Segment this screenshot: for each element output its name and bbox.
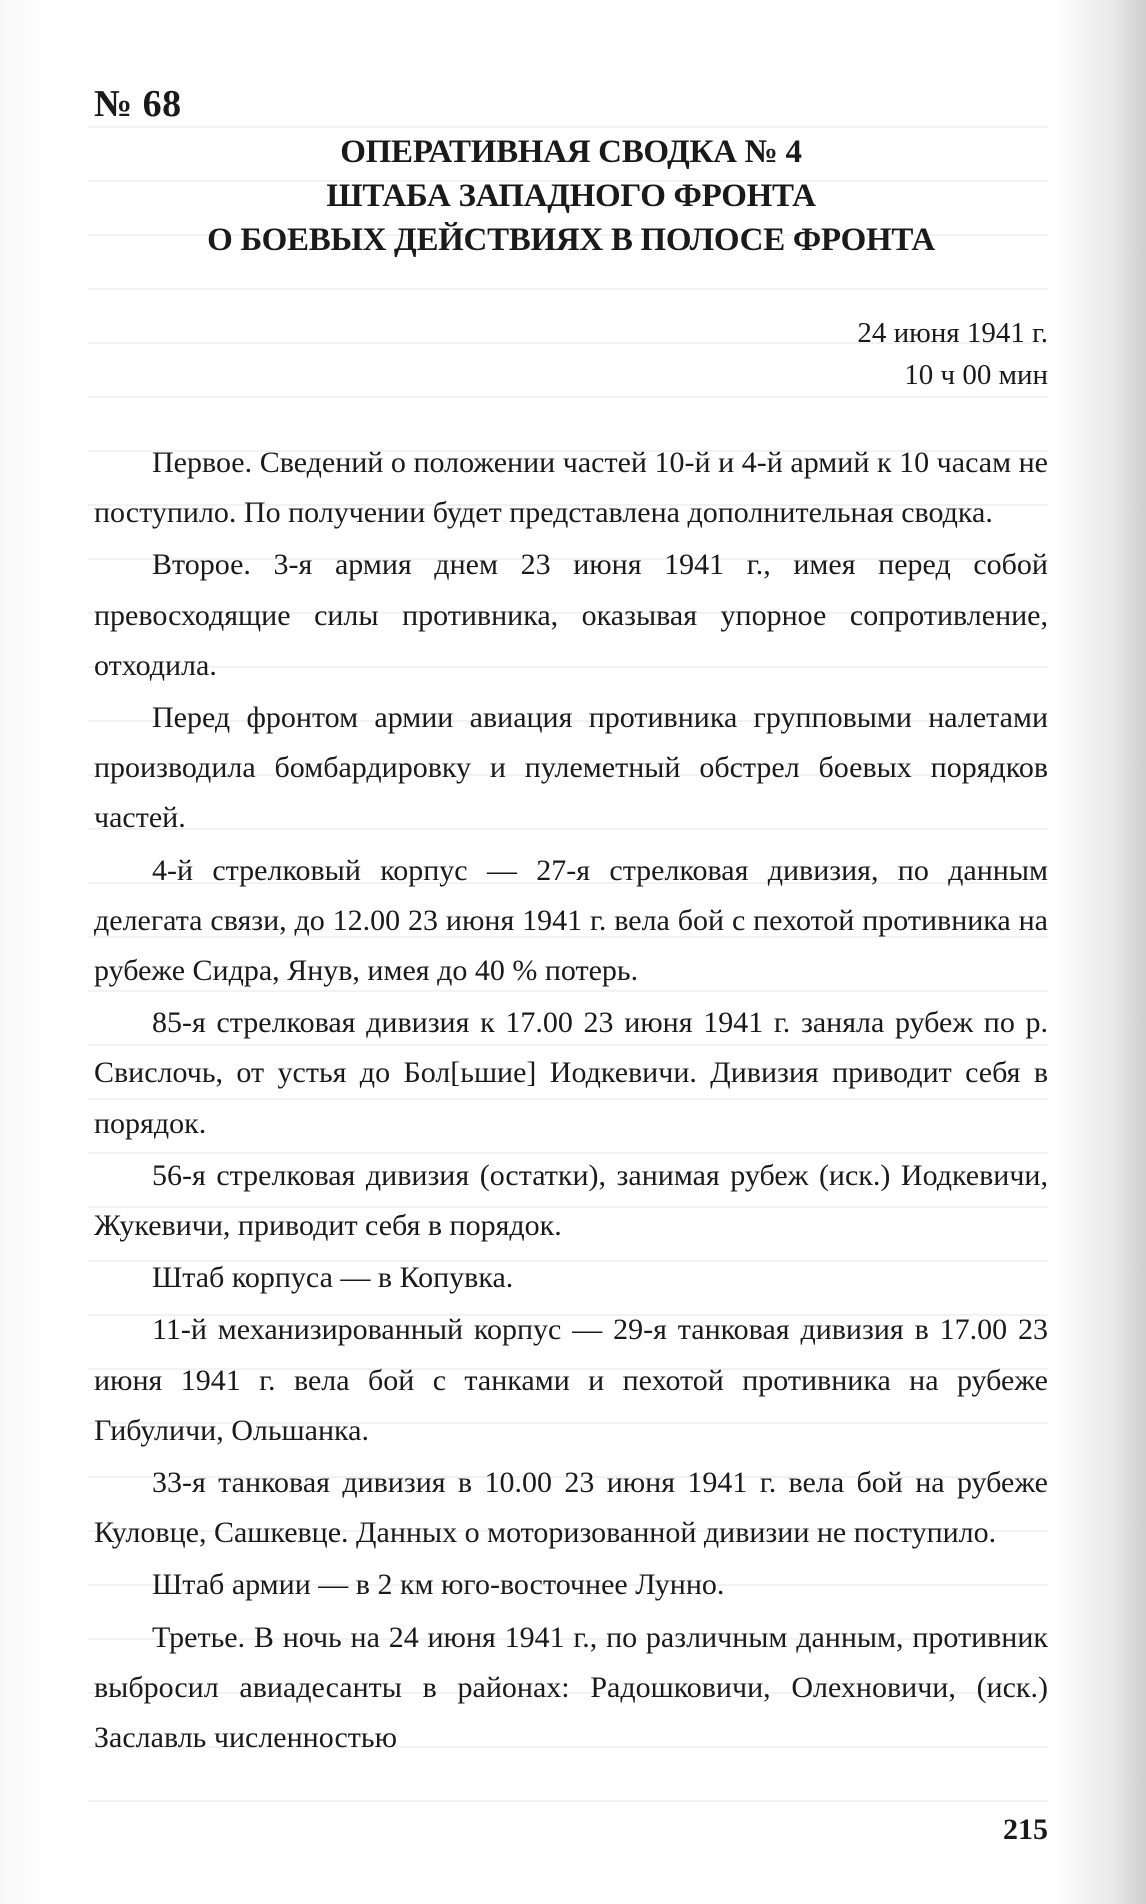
paragraph: 33-я танковая дивизия в 10.00 23 июня 1941 г. вела бой на рубеже Куловце, Сашкевце. Данных о моторизованной дивизии не поступило. [94,1466,1048,1550]
paragraph: Первое. Сведений о положении частей 10-й и 4-й армий к 10 часам не поступило. По получении будет представлена дополнительная сводка. [94,446,1048,530]
title-line: ШТАБА ЗАПАДНОГО ФРОНТА [326,178,816,214]
paragraph: 11-й механизированный корпус — 29-я танковая дивизия в 17.00 23 июня 1941 г. вела бой с танками и пехотой противника на рубеже Гибуличи, Ольшанка. [94,1313,1048,1447]
document-time: 10 ч 00 мин [904,359,1048,391]
paragraph: Штаб корпуса — в Копувка. [152,1261,514,1295]
title-line: ОПЕРАТИВНАЯ СВОДКА № 4 [340,134,802,170]
paragraph: 85-я стрелковая дивизия к 17.00 23 июня 1941 г. заняла рубеж по р. Свислочь, от устья до Бол[ьшие] Иодкевичи. Дивизия приводит себя в порядок. [94,1006,1048,1140]
paragraph: 56-я стрелковая дивизия (остатки), занимая рубеж (иск.) Иодкевичи, Жукевичи, приводит себя в порядок. [94,1158,1048,1243]
paragraph: 4-й стрелковый корпус — 27-я стрелковая дивизия, по данным делегата связи, до 12.00 23 июня 1941 г. вела бой с пехотой противника на рубеже Сидра, Янув, имея до 40 % потерь. [94,853,1048,988]
paragraph: Второе. 3-я армия днем 23 июня 1941 г., имея перед собой превосходящие силы противника, оказывая упорное сопротивление, отходила. [94,548,1048,682]
document-date: 24 июня 1941 г. [857,317,1048,349]
document-number: № 68 [94,83,182,125]
title-line: О БОЕВЫХ ДЕЙСТВИЯХ В ПОЛОСЕ ФРОНТА [207,222,935,258]
page-number: 215 [1003,1813,1048,1846]
document-title [94,130,1048,262]
paragraph: Штаб армии — в 2 км юго-восточнее Лунно. [152,1568,725,1602]
document-body [94,438,1048,1765]
paragraph: Перед фронтом армии авиация противника групповыми налетами производила бомбардировку и пулеметный обстрел боевых порядков частей. [94,701,1048,835]
paragraph: Третье. В ночь на 24 июня 1941 г., по различным данным, противник выбросил авиадесанты в районах: Радошковичи, Олехновичи, (иск.) Заславль численностью [94,1620,1048,1755]
dateline [857,312,1048,396]
